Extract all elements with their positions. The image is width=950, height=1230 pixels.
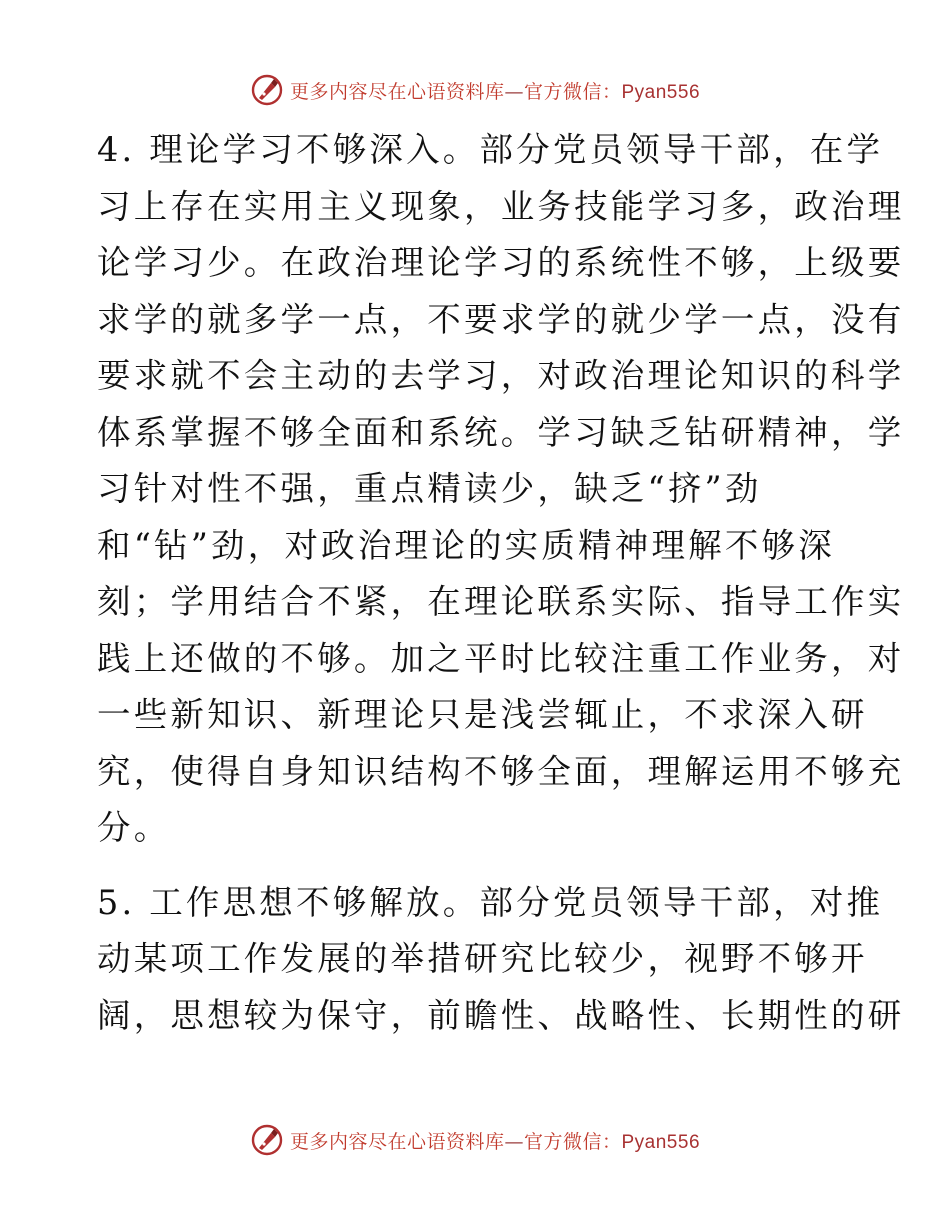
text-line: 求学的就多学一点，不要求学的就少学一点，没有 [97,299,905,339]
text-line: 论学习少。在政治理论学习的系统性不够，上级要 [97,243,905,282]
text-line: 体系掌握不够全面和系统。学习缺乏钻研精神，学 [97,412,905,452]
footer-banner [0,1120,950,1160]
header-contact-label: 官方微信： [523,80,622,103]
paragraph-item-4 [97,122,905,857]
paragraph-item-5 [97,875,905,1045]
document-body [97,122,905,1062]
text-line: 分。 [97,808,171,847]
header-contact-id: Pyan556 [621,81,701,103]
text-line: 5. 工作思想不够解放。部分党员领导干部，对推 [97,882,884,922]
header-banner-text [290,77,700,104]
footer-banner-text [290,1127,700,1154]
text-line: 动某项工作发展的举措研究比较少，视野不够开 [97,939,868,978]
text-line: 刻；学用结合不紧，在理论联系实际、指导工作实 [97,582,905,621]
footer-contact-label: 官方微信： [523,1130,622,1153]
footer-separator: — [504,1130,524,1153]
text-line: 习针对性不强，重点精读少，缺乏“挤”劲 [97,469,762,508]
footer-brand-text: 更多内容尽在心语资料库 [289,1130,505,1153]
header-separator: — [504,80,524,103]
text-line: 和“钻”劲，对政治理论的实质精神理解不够深 [97,525,835,565]
text-line: 究，使得自身知识结构不够全面，理解运用不够充 [97,751,905,791]
footer-contact-id: Pyan556 [621,1131,701,1153]
header-banner [0,70,950,110]
text-line: 一些新知识、新理论只是浅尝辄止，不求深入研 [97,695,868,734]
text-line: 4. 理论学习不够深入。部分党员领导干部，在学 [97,130,884,169]
pen-nib-logo-icon [250,73,284,107]
header-brand-text: 更多内容尽在心语资料库 [289,80,505,103]
text-line: 践上还做的不够。加之平时比较注重工作业务，对 [97,638,905,678]
text-line: 要求就不会主动的去学习，对政治理论知识的科学 [97,356,905,395]
text-line: 习上存在实用主义现象，业务技能学习多，政治理 [97,186,905,226]
text-line: 阔，思想较为保守，前瞻性、战略性、长期性的研 [97,995,905,1035]
pen-nib-logo-icon [250,1123,284,1157]
